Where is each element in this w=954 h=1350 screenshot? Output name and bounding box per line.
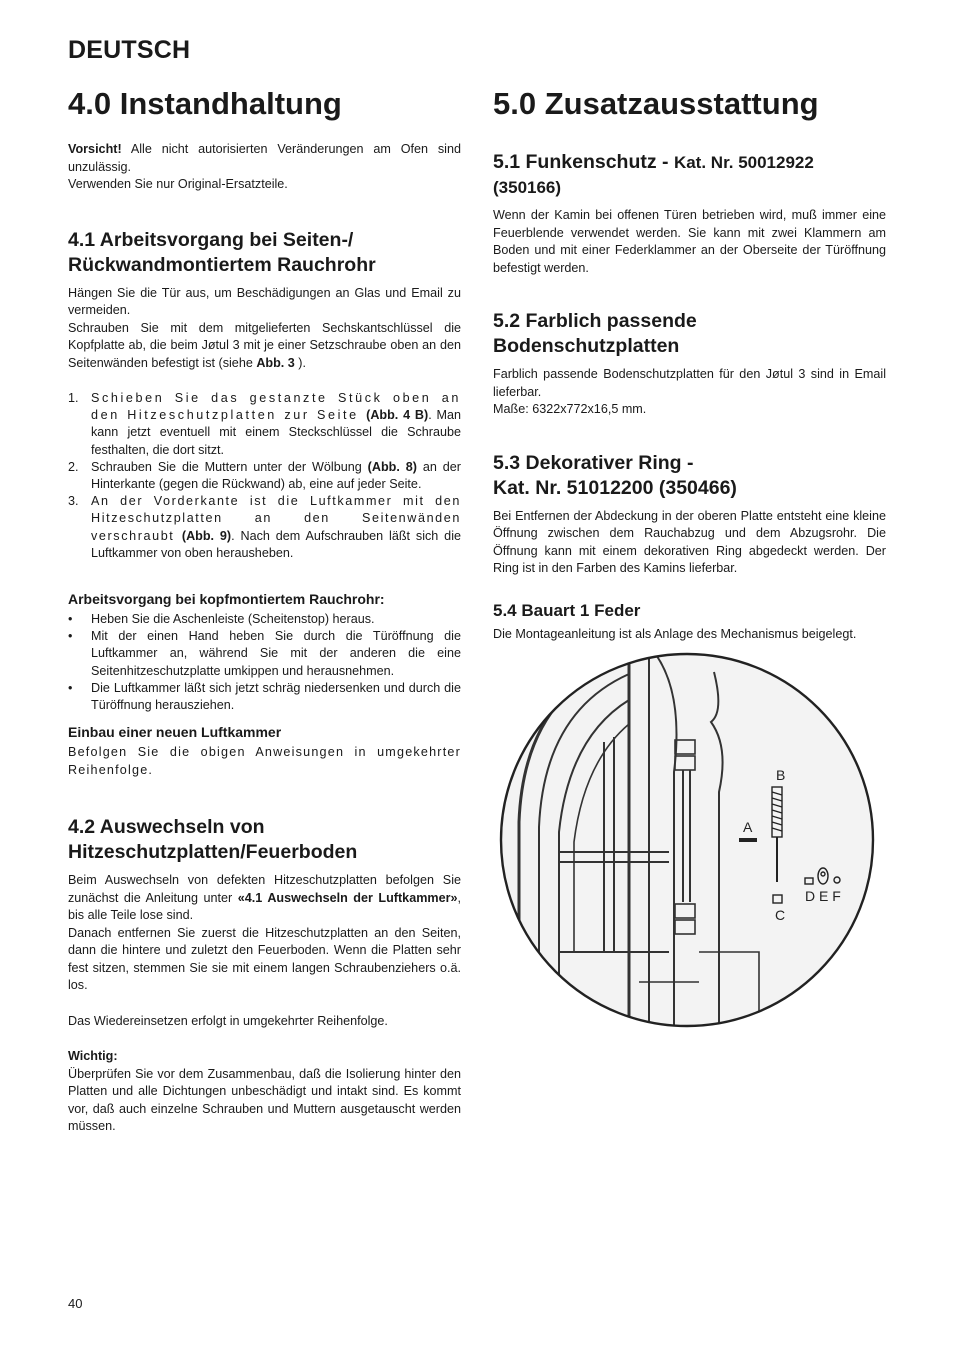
step-text: An der Vorderkante ist die Luftkammer mit den Hitzeschutzplatten an den Seitenwänden verschraubt [91,494,461,543]
s54-text: Die Montageanleitung ist als Anlage des Mechanismus beigelegt. [493,626,857,641]
section-title-maintenance: 4.0 Instandhaltung [68,86,342,121]
s41-p2-text: Schrauben Sie mit dem mitgelieferten Sechskantschlüssel die Kopfplatte ab, die beim Jøtul 3 mit je einer Setzschraube oben an den Seitenwänden befestigt ist (siehe [68,320,461,370]
page-number: 40 [68,1296,83,1311]
section-5-2 [493,309,886,419]
s53-title-line-1: 5.3 Dekorativer Ring - [493,451,694,474]
bullet-item [68,680,461,714]
section-title-accessories: 5.0 Zusatzausstattung [493,86,819,121]
step-ref: (Abb. 8) [367,459,417,474]
s42-p1-text: Beim Auswechseln von defekten Hitzeschutzplatten befolgen Sie zunächst die Anleitung unter [68,873,461,905]
einbau-title: Einbau einer neuen Luftkammer [68,724,282,741]
section-4-2-title: 4.2 Auswechseln von Hitzeschutzplatten/Feuerboden [68,816,358,864]
bullet-text: Heben Sie die Aschenleiste (Scheitenstop) heraus. [91,612,375,627]
label-def: D E F [805,888,841,904]
section-5-1 [493,150,886,277]
section-4-1 [68,228,461,780]
s51-kat-2: (350166) [493,178,562,197]
s51-kat: Kat. Nr. 50012922 [673,153,814,172]
s42-paragraph-3: Das Wiedereinsetzen erfolgt in umgekehrter Reihenfolge. [68,1013,388,1028]
warning-label: Vorsicht! [68,142,122,156]
bullet-text: Die Luftkammer läßt sich jetzt schräg niedersenken und durch die Türöffnung herausziehen. [91,680,461,713]
bullet-mark: • [68,680,73,695]
step-item [68,493,461,562]
bullet-text: Mit der einen Hand heben Sie durch die Türöffnung die Luftkammer an, während Sie mit der anderen die eine Seitenhitzeschutzplatte umkippen und herausnehmen. [91,629,461,678]
s42-p1-end: , bis alle Teile lose sind. [68,890,461,923]
s53-text: Bei Entfernen der Abdeckung in der oberen Platte entsteht eine kleine Öffnung zwischen dem Rauchabzug und dem Abzugsrohr. Die Öffnung kann mit einem dekorativen Ring abgedeckt werden. Der Ring ist in den Farben des Kamins lieferbar. [493,508,886,575]
warning-paragraph [68,141,461,194]
section-4-2 [68,815,461,1136]
bullet-item [68,628,461,680]
part-a-piece [739,838,757,842]
step-number: 3. [68,494,79,509]
s52-text: Farblich passende Bodenschutzplatten für den Jøtul 3 sind in Email lieferbar. [493,367,886,399]
wichtig-label: Wichtig: [68,1049,118,1064]
s41-p2-end: ). [294,355,307,370]
s51-title-text: 5.1 Funkenschutz - [493,151,674,173]
warning-text: Alle nicht autorisierten Veränderungen am Ofen sind unzulässig. [68,142,461,174]
s42-paragraph-1 [68,872,461,925]
label-b: B [776,767,786,783]
spring-detail-illustration [499,652,875,1028]
einbau-text: Befolgen Sie die obigen Anweisungen in umgekehrter Reihenfolge. [68,745,461,777]
top-mounted-title: Arbeitsvorgang bei kopfmontiertem Rauchrohr: [68,591,385,608]
section-5-2-title: 5.2 Farblich passende Bodenschutzplatten [493,310,697,357]
label-c: C [775,907,786,923]
step-item [68,390,461,459]
step-item [68,459,461,493]
section-5-3-title [493,451,886,501]
step-text-end: an der Hinterkante (gegen die Rückwand) ab, eine auf jeder Seite. [91,459,461,492]
s41-paragraph-1: Hängen Sie die Tür aus, um Beschädigungen an Glas und Email zu vermeiden. [68,285,461,317]
wichtig-text: Überprüfen Sie vor dem Zusammenbau, daß die Isolierung hinter den Platten und alle Dichtungen unbeschädigt und intakt sind. Es kommt vor, daß auch einzelne Schrauben und Muttern ausgetauscht werden müssen. [68,1066,461,1134]
s41-p2-ref: Abb. 3 [256,355,295,370]
section-5-4 [493,600,886,644]
section-5-3 [493,451,886,578]
bullet-item [68,611,461,628]
s51-text: Wenn der Kamin bei offenen Türen betrieben wird, muß immer eine Feuerblende verwendet werden. Sie kann mit zwei Klammern am Boden und mit einer Federklammer an der Oberseite der Türöffnung befestigt werden. [493,208,886,275]
section-4-1-title: 4.1 Arbeitsvorgang bei Seiten-/ Rückwandmontiertem Rauchrohr [68,228,376,276]
warning-text-2: Verwenden Sie nur Original-Ersatzteile. [68,177,288,191]
step-text-end: . Nach dem Aufschrauben läßt sich die Luftkammer von oben herausheben. [91,528,461,560]
s42-p1-ref: «4.1 Auswechseln der Luftkammer» [237,890,458,905]
step-text: Schieben Sie das gestanzte Stück oben an den Hitzeschutzplatten zur Seite [91,391,461,423]
step-number: 1. [68,391,79,405]
step-text-end: . Man kann jetzt eventuell mit einem Steckschlüssel die Schraube festhalten, die dort sitzt. [91,408,462,457]
left-column [68,82,461,1136]
language-label: DEUTSCH [68,36,191,64]
step-text: Schrauben Sie die Muttern unter der Wölbung [91,459,368,474]
step-number: 2. [68,459,79,474]
s42-paragraph-2: Danach entfernen Sie zuerst die Hitzeschutzplatten an den Seiten, dann die hintere und zuletzt den Feuerboden. Wenn die Platten sehr fest sitzen, stemmen Sie sie mit einem langen Schraubenziehers o.ä. los. [68,925,461,993]
label-a: A [743,819,753,835]
right-column [493,82,886,643]
s41-paragraph-2 [68,320,461,373]
step-ref: (Abb. 4 B) [366,408,429,423]
step-ref: (Abb. 9) [181,528,232,543]
wichtig-label-line [68,1048,461,1066]
bullet-mark: • [68,612,73,627]
s52-text-2: Maße: 6322x772x16,5 mm. [493,402,647,416]
s53-title-line-2: Kat. Nr. 51012200 (350466) [493,476,737,499]
bullet-mark: • [68,629,73,644]
bullet-list [68,611,461,714]
section-5-4-title: 5.4 Bauart 1 Feder [493,600,641,620]
steps-list [68,390,461,562]
section-5-1-title [493,150,886,200]
